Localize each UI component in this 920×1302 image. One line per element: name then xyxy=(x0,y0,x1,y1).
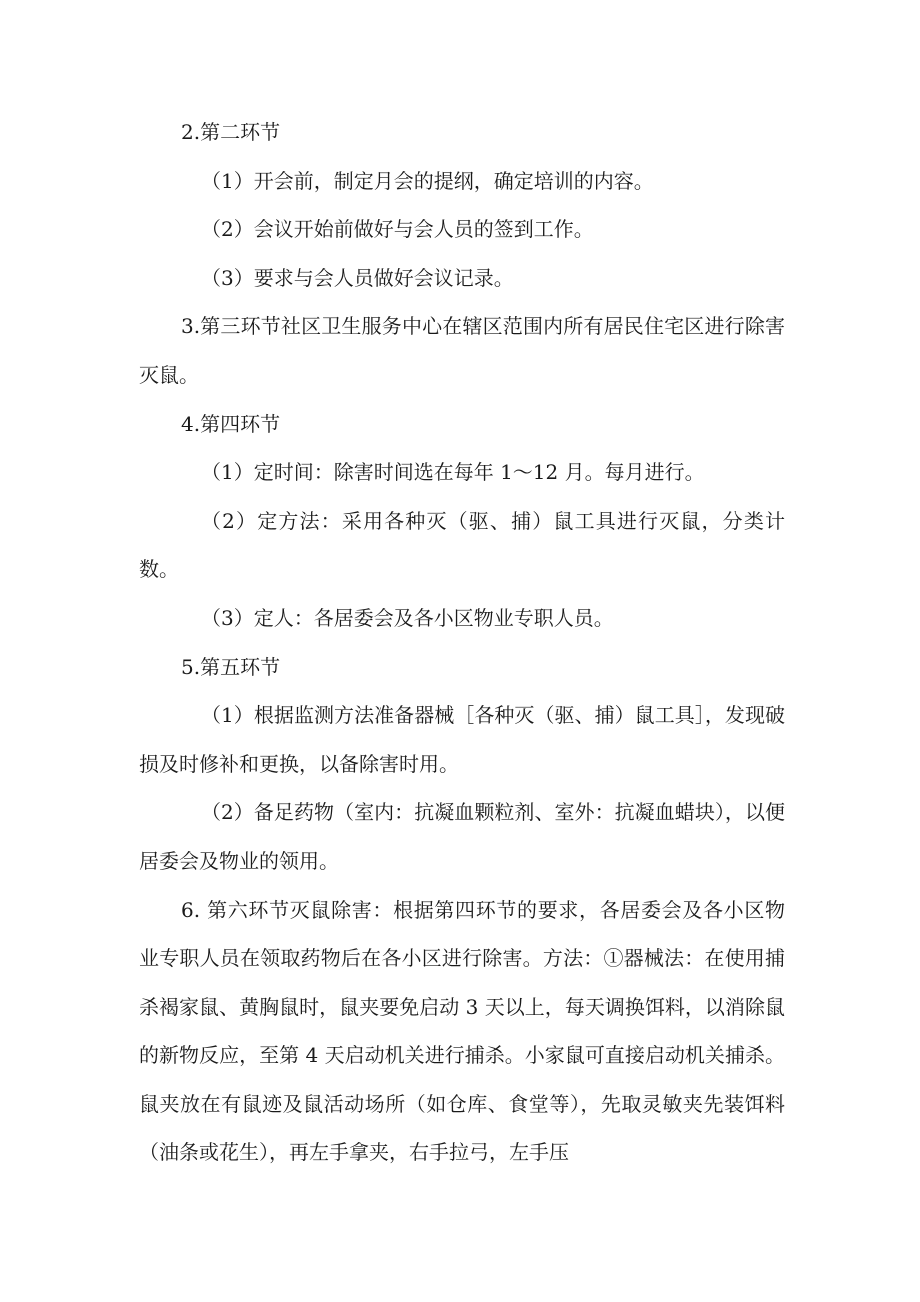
list-item: （1）根据监测方法准备器械［各种灭（驱、捕）鼠工具］，发现破损及时修补和更换，以备除害时用。 xyxy=(139,703,785,776)
list-item: （3）要求与会人员做好会议记录。 xyxy=(201,265,514,290)
list-item: （2）备足药物（室内：抗凝血颗粒剂、室外：抗凝血蜡块），以便居委会及物业的领用。 xyxy=(139,800,785,873)
section-heading-3: 3.第三环节社区卫生服务中心在辖区范围内所有居民住宅区进行除害灭鼠。 xyxy=(139,314,785,387)
section-heading-2: 2.第二环节 xyxy=(181,120,281,144)
section-heading-5: 5.第五环节 xyxy=(181,654,281,679)
list-item: （1）定时间：除害时间选在每年 1～12 月。每月进行。 xyxy=(201,460,705,485)
section-paragraph-6: 6. 第六环节灭鼠除害：根据第四环节的要求，各居委会及各小区物业专职人员在领取药物后在各小区进行除害。方法：①器械法：在使用捕杀褐家鼠、黄胸鼠时，鼠夹要免启动 3 天以上，每天调换饵料，以消除鼠的新物反应，至第 4 天启动机关进行捕杀。小家鼠可直接启动机关捕杀。鼠夹放在有鼠迹及鼠活动场所（如仓库、食堂等），先取灵敏夹先装饵料（油条或花生），再左手拿夹，右手拉弓，左手压 xyxy=(139,897,785,1165)
list-item: （2）会议开始前做好与会人员的签到工作。 xyxy=(201,217,594,242)
section-heading-4: 4.第四环节 xyxy=(181,411,281,436)
list-item: （1）开会前，制定月会的提纲，确定培训的内容。 xyxy=(201,168,654,193)
list-item: （2）定方法：采用各种灭（驱、捕）鼠工具进行灭鼠，分类计数。 xyxy=(139,508,785,582)
list-item: （3）定人：各居委会及各小区物业专职人员。 xyxy=(201,605,614,630)
document-body xyxy=(139,108,785,1177)
